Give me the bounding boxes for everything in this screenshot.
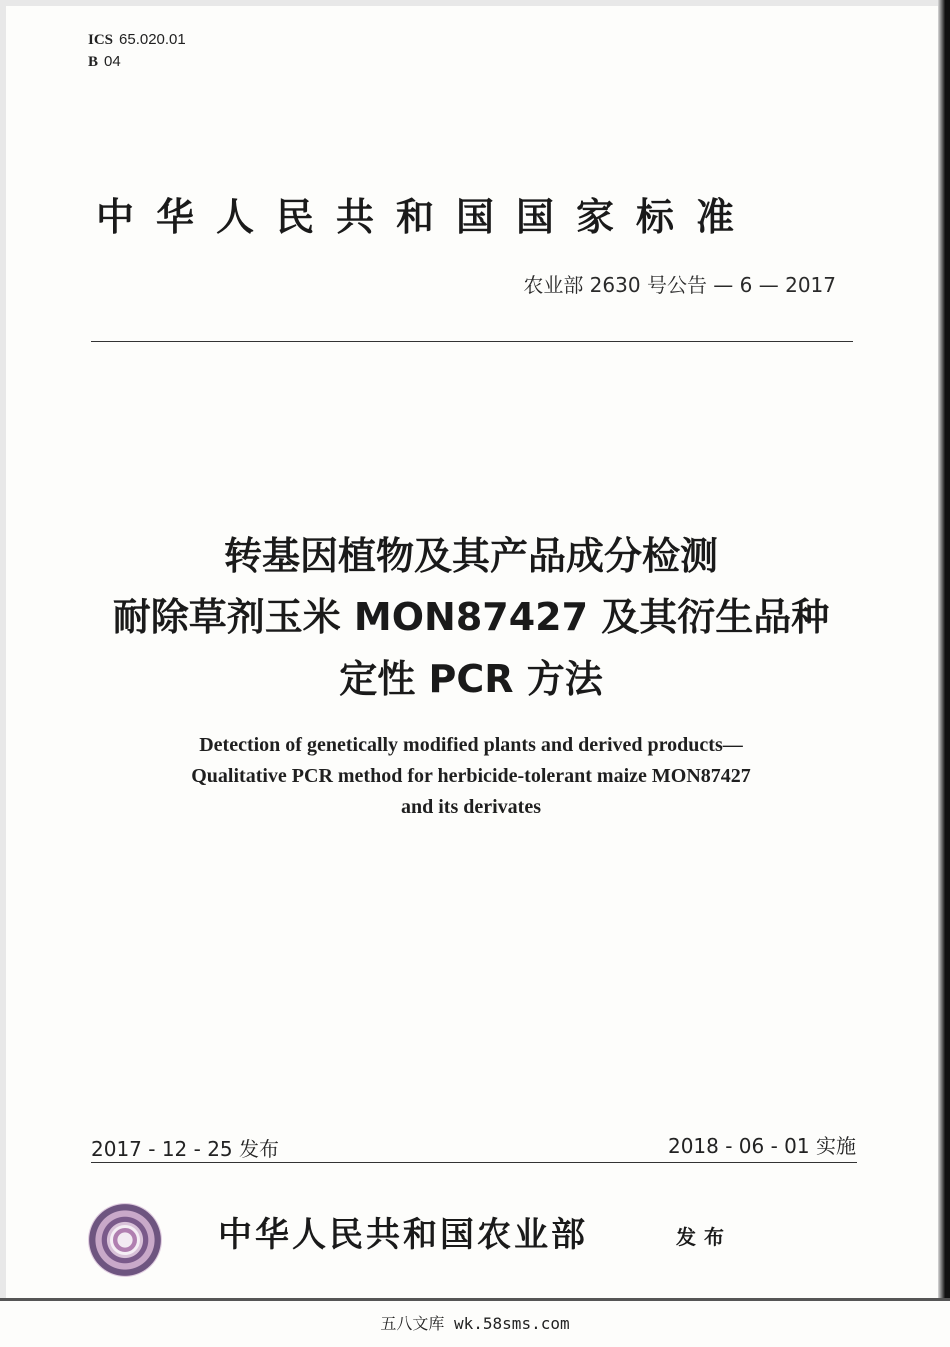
classification-codes: [88, 29, 186, 73]
class-line: [88, 51, 186, 73]
ministry-seal-icon: [88, 1203, 162, 1277]
ics-line: [88, 29, 186, 51]
english-title-line-1: Detection of genetically modified plants and derived products—: [199, 734, 743, 756]
release-date: 2017 - 12 - 25 发布: [91, 1137, 280, 1161]
scan-border-left: [0, 0, 6, 1300]
issue-label: 发布: [676, 1225, 732, 1249]
site-watermark: 五八文库 wk.58sms.com: [380, 1314, 570, 1333]
english-title-line-2: Qualitative PCR method for herbicide-tolerant maize MON87427: [191, 765, 751, 787]
ics-label: ICS: [88, 32, 114, 48]
header-divider: [91, 341, 853, 342]
chinese-title-line-1: 转基因植物及其产品成分检测: [223, 534, 718, 578]
ics-code: 65.020.01: [119, 31, 186, 48]
scan-border-bottom: [0, 1298, 950, 1301]
english-title-line-3: and its derivates: [401, 796, 541, 818]
seal-emblem: [110, 1225, 140, 1255]
class-label: B: [88, 54, 99, 70]
issuing-authority: 中华人民共和国农业部: [218, 1215, 588, 1255]
class-code: 04: [104, 53, 121, 70]
standard-title: 中华人民共和国国家标准: [96, 195, 757, 239]
scan-border-right: [938, 0, 950, 1300]
chinese-title-line-2: 耐除草剂玉米 MON87427 及其衍生品种: [112, 595, 830, 639]
scan-border-top: [0, 0, 950, 6]
footer-divider: [91, 1162, 857, 1163]
chinese-title-line-3: 定性 PCR 方法: [339, 657, 603, 701]
implementation-date: 2018 - 06 - 01 实施: [667, 1134, 856, 1158]
standard-code: 农业部 2630 号公告 — 6 — 2017: [523, 273, 836, 297]
